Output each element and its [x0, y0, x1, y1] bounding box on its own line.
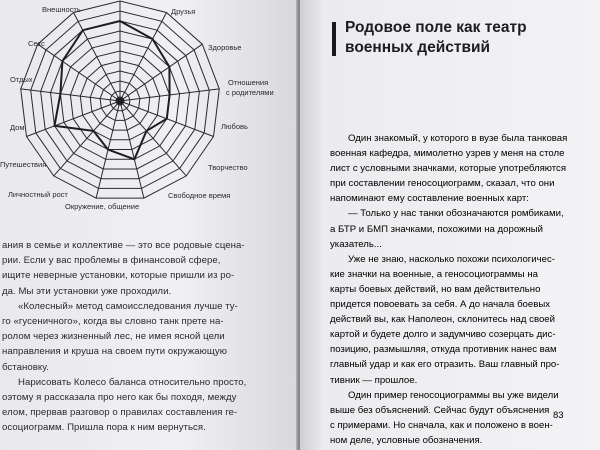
- text-line: указатель...: [330, 238, 382, 250]
- chapter-title-line2: военных действий: [345, 39, 491, 56]
- label-health: Здоровье: [208, 43, 242, 52]
- label-environment: Окружение, общение: [65, 202, 140, 211]
- text-line: действий вы, как Наполеон, склонитесь над своей: [330, 314, 555, 326]
- text-line: при составлении геносоциограмм, сказал, что они: [330, 178, 555, 190]
- label-love: Любовь: [221, 122, 248, 131]
- text-line: Один пример геносоциограммы вы уже видели: [348, 389, 559, 401]
- text-line: го «гусеничного», когда вы словно танк прете на-: [2, 316, 224, 328]
- text-line: а БТР и БМП значками, похожими на дорожный: [330, 223, 544, 235]
- label-home: Дом: [10, 123, 25, 132]
- chapter-title: [345, 18, 585, 58]
- wheel-spoke: [27, 101, 121, 137]
- balance-wheel-chart: [0, 0, 298, 238]
- label-free-time: Свободное время: [168, 191, 231, 200]
- text-line: ания в семье и коллективе — это все родовые сцена-: [2, 240, 245, 251]
- text-line: выше без объяснений. Сейчас будут объяснения: [330, 404, 550, 416]
- text-line: елом, прервав разговор о правилах составления ге-: [2, 407, 238, 419]
- text-line: военная кафедра, мимолетно узрев у меня на столе: [330, 148, 565, 160]
- left-body-text: [2, 238, 264, 436]
- text-line: позицию, размышляя, откуда противник нанес вам: [330, 344, 557, 356]
- text-line: рии. Если у вас проблемы в финансовой сфере,: [2, 255, 221, 267]
- wheel-center: [116, 97, 124, 105]
- label-growth: Личностный рост: [8, 190, 68, 199]
- text-line: направления и круша на своем пути окружающую: [2, 346, 228, 358]
- text-line: придется повоевать за себя. А до начала боевых: [330, 299, 551, 311]
- text-line: Один знакомый, у которого в вузе была танковая: [348, 133, 568, 144]
- text-line: ищите неверные установки, которые пришли из ро-: [2, 270, 235, 282]
- text-line: картой и будете долго и задумчиво созерцать дис-: [330, 329, 556, 341]
- text-line: «Колесный» метод самоисследования лучше ту-: [18, 300, 238, 312]
- text-line: да. Мы эти установки уже проходили.: [2, 285, 172, 297]
- page-number: 83: [553, 410, 564, 421]
- text-line: карты боевых действий, но вам действительно: [330, 283, 541, 295]
- text-line: тивник — прошлое.: [330, 374, 418, 386]
- label-parents-line1: Отношения: [228, 78, 269, 87]
- text-line: бстановку.: [2, 361, 49, 373]
- chapter-title-line1: Родовое поле как театр: [345, 19, 527, 36]
- text-line: кие значки на военные, а геносоциограммы на: [330, 268, 538, 280]
- title-accent-bar: [332, 22, 336, 56]
- label-sex: Секс: [28, 39, 45, 48]
- text-line: Уже не знаю, насколько похожи психологичес-: [348, 253, 555, 265]
- text-line: ном деле, условные обозначения.: [330, 434, 483, 446]
- text-line: ролом через жизненный лес, не имея ясной цели: [2, 331, 225, 343]
- label-creativity: Творчество: [208, 163, 248, 172]
- text-line: оэтому я рассказала про него как бы походя, между: [2, 392, 237, 404]
- label-travel: Путешествия: [0, 160, 47, 169]
- text-line: напоминают ему составление военных карт:: [330, 193, 529, 205]
- label-rest: Отдых: [10, 75, 33, 84]
- label-friends: Друзья: [171, 7, 196, 16]
- text-line: осоциограмм. Пришла пора к ним вернуться.: [2, 422, 206, 434]
- text-line: с примерами. Но сначала, как и положено в воен-: [330, 419, 553, 431]
- text-line: лист с условными значками, которые употребляются: [330, 163, 567, 175]
- text-line: главный удар и как его отразить. Ваш главный про-: [330, 359, 560, 371]
- label-parents-line2: с родителями: [226, 88, 274, 97]
- right-body-text: [330, 131, 568, 448]
- text-line: Нарисовать Колесо баланса относительно просто,: [18, 376, 247, 388]
- label-appearance: Внешность: [42, 5, 81, 14]
- left-page: [0, 0, 298, 450]
- text-line: — Только у нас танки обозначаются ромбиками,: [348, 208, 564, 220]
